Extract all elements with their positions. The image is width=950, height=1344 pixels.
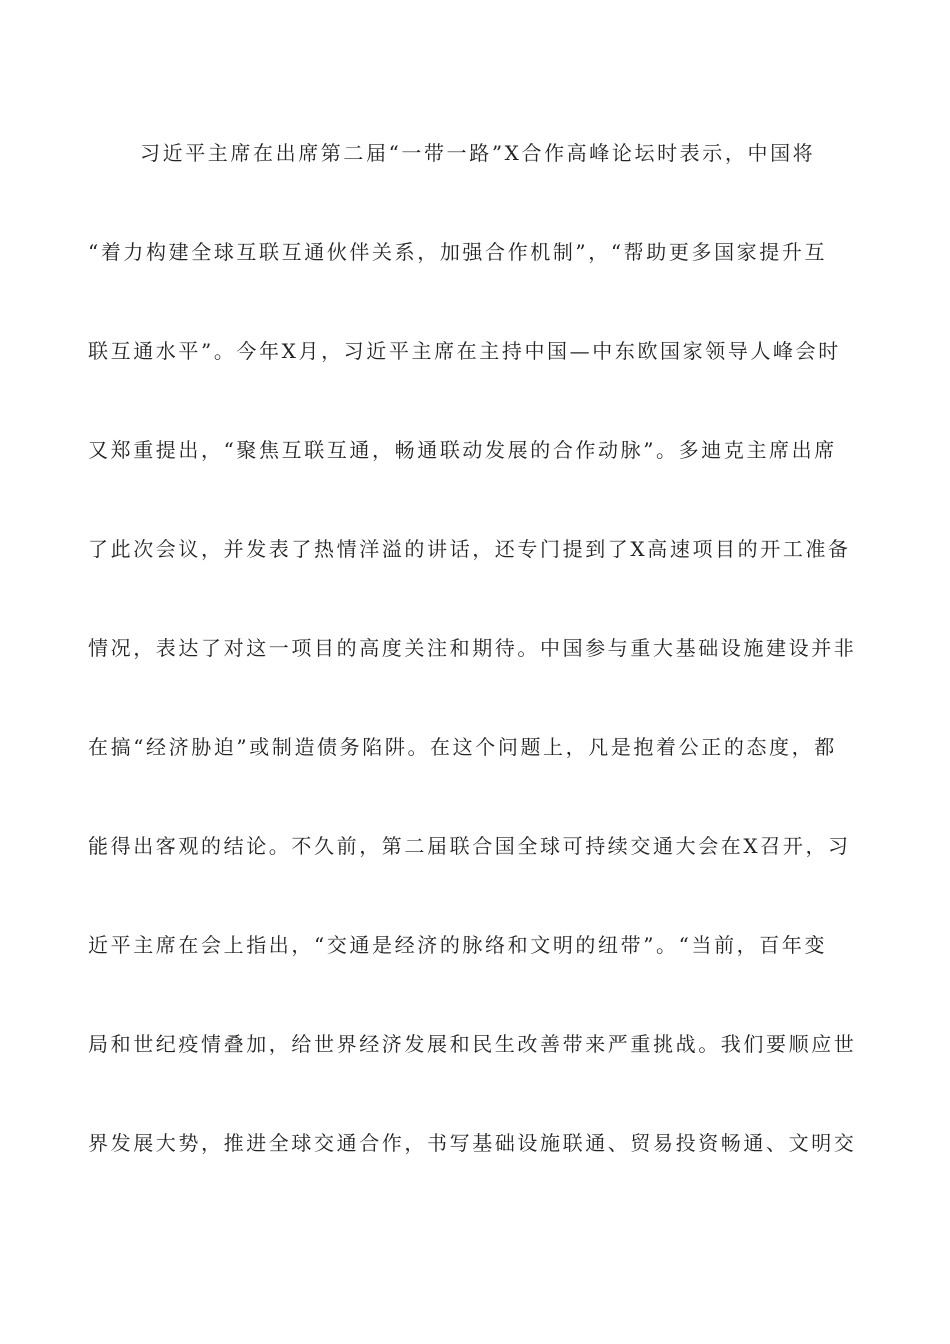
text-line: 情况，表达了对这一项目的高度关注和期待。中国参与重大基础设施建设并非 bbox=[88, 636, 857, 660]
text-line: 界发展大势，推进全球交通合作，书写基础设施联通、贸易投资畅通、文明交 bbox=[88, 1131, 857, 1155]
text-line: 联互通水平”。今年X月，习近平主席在主持中国—中东欧国家领导人峰会时 bbox=[88, 339, 841, 363]
text-line: 了此次会议，并发表了热情洋溢的讲话，还专门提到了X高速项目的开工准备 bbox=[88, 537, 851, 561]
text-line: 在搞“经济胁迫”或制造债务陷阱。在这个问题上，凡是抱着公正的态度，都 bbox=[88, 735, 837, 759]
text-line: 能得出客观的结论。不久前，第二届联合国全球可持续交通大会在X召开，习 bbox=[88, 834, 851, 858]
text-line: 局和世纪疫情叠加，给世界经济发展和民生改善带来严重挑战。我们要顺应世 bbox=[88, 1032, 857, 1056]
text-line: 习近平主席在出席第二届“一带一路”X合作高峰论坛时表示，中国将 bbox=[140, 141, 816, 165]
body-paragraph bbox=[88, 128, 863, 1217]
text-line: 近平主席在会上指出，“交通是经济的脉络和文明的纽带”。“当前，百年变 bbox=[88, 933, 828, 957]
text-line: “着力构建全球互联互通伙伴关系，加强合作机制”，“帮助更多国家提升互 bbox=[88, 240, 828, 264]
text-line: 又郑重提出，“聚焦互联互通，畅通联动发展的合作动脉”。多迪克主席出席 bbox=[88, 438, 837, 462]
